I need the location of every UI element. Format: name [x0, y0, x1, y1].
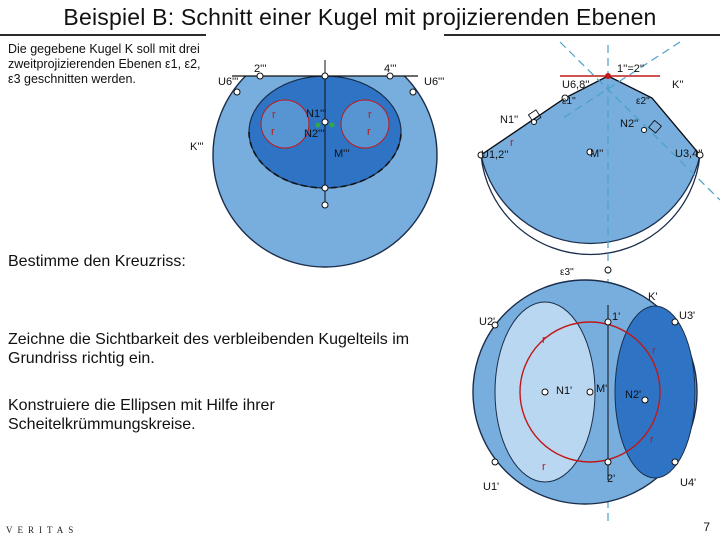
label-point-4: 4''': [384, 63, 397, 75]
label-r-4: r: [367, 126, 371, 138]
label-n1-kreuzriss: N1''': [306, 108, 327, 120]
label-m-kreuzriss: M''': [334, 148, 350, 160]
label-1-grundriss: 1': [612, 311, 621, 323]
page-number: 7: [703, 520, 710, 534]
label-m-aufriss: M'': [590, 148, 604, 160]
point-1-grundriss: [605, 319, 611, 325]
label-r-2: r: [271, 126, 275, 138]
point-12-aufriss: [605, 73, 611, 79]
task-kreuzriss: Bestimme den Kreuzriss:: [8, 253, 186, 270]
point-2-grundriss: [605, 459, 611, 465]
task-ellipsen: Konstruiere die Ellipsen mit Hilfe ihrer Scheitelkrümmungskreise.: [8, 397, 275, 433]
label-k1: K': [648, 291, 658, 303]
point-m-grundriss: [587, 389, 593, 395]
point-u6-right: [410, 89, 416, 95]
point-u6-left: [234, 89, 240, 95]
label-u2-grundriss: U2': [479, 316, 496, 328]
label-r-g1: r: [542, 334, 546, 346]
point-low-kreuzriss: [322, 202, 328, 208]
kreuzriss-view: [190, 30, 444, 267]
label-point-2: 2''': [254, 63, 267, 75]
point-n2-grundriss: [642, 397, 648, 403]
label-n1-aufriss: N1'': [500, 114, 519, 126]
label-u6-right: U6''': [424, 76, 445, 88]
label-e1: ε1'': [562, 96, 576, 107]
point-bottom-aufriss: [605, 267, 611, 273]
label-n2-aufriss: N2'': [620, 118, 639, 130]
label-r-aufriss: r: [510, 137, 514, 149]
label-u4-grundriss: U4': [680, 477, 697, 489]
point-n1-aufriss: [532, 120, 537, 125]
label-u1-grundriss: U1': [483, 481, 500, 493]
label-12-aufriss: 1''=2'': [617, 63, 645, 75]
logo-text: VERITAS: [6, 525, 79, 535]
curvature-circle-right: [341, 100, 389, 148]
label-k2: K'': [672, 79, 684, 91]
curvature-circle-left: [261, 100, 309, 148]
label-r-g3: r: [650, 434, 654, 446]
point-n1-grundriss: [542, 389, 548, 395]
label-r-g2: r: [652, 345, 656, 357]
point-u3-grundriss: [672, 319, 678, 325]
label-n1-grundriss: N1': [556, 385, 573, 397]
label-m-grundriss: M': [596, 383, 608, 395]
point-n2-green: [330, 123, 335, 128]
point-u1-grundriss: [492, 459, 498, 465]
label-u3-grundriss: U3': [679, 310, 696, 322]
label-k3: K''': [190, 141, 204, 153]
label-n2-kreuzriss: N2''': [304, 128, 325, 140]
label-e3: ε3'': [560, 267, 574, 278]
label-r-3: r: [368, 109, 372, 121]
label-r-g4: r: [542, 461, 546, 473]
label-u68-aufriss: U6,8'': [562, 79, 590, 91]
label-2-grundriss: 2': [607, 473, 616, 485]
label-n2-grundriss: N2': [625, 389, 642, 401]
label-e2: ε2'': [636, 96, 650, 107]
slide-title: Beispiel B: Schnitt einer Kugel mit projizierenden Ebenen: [63, 4, 657, 30]
point-top-kreuzriss: [322, 73, 328, 79]
point-n1-green: [316, 123, 321, 128]
point-u4-grundriss: [672, 459, 678, 465]
point-n2-aufriss: [642, 128, 647, 133]
label-u6-left: U6''': [218, 76, 239, 88]
label-u12-aufriss: U1,2'': [481, 149, 509, 161]
veritas-logo: [6, 525, 78, 535]
grundriss-view: [473, 280, 697, 504]
point-bottom-kreuzriss: [322, 185, 328, 191]
label-r-1: r: [272, 109, 276, 121]
task-sichtbarkeit: Zeichne die Sichtbarkeit des verbleibenden Kugelteils im Grundriss richtig ein.: [8, 331, 410, 367]
intro-text: Die gegebene Kugel K soll mit drei zweitprojizierenden Ebenen ε1, ε2, ε3 geschnitten werden.: [8, 42, 201, 86]
label-u34-aufriss: U3,4'': [675, 148, 703, 160]
